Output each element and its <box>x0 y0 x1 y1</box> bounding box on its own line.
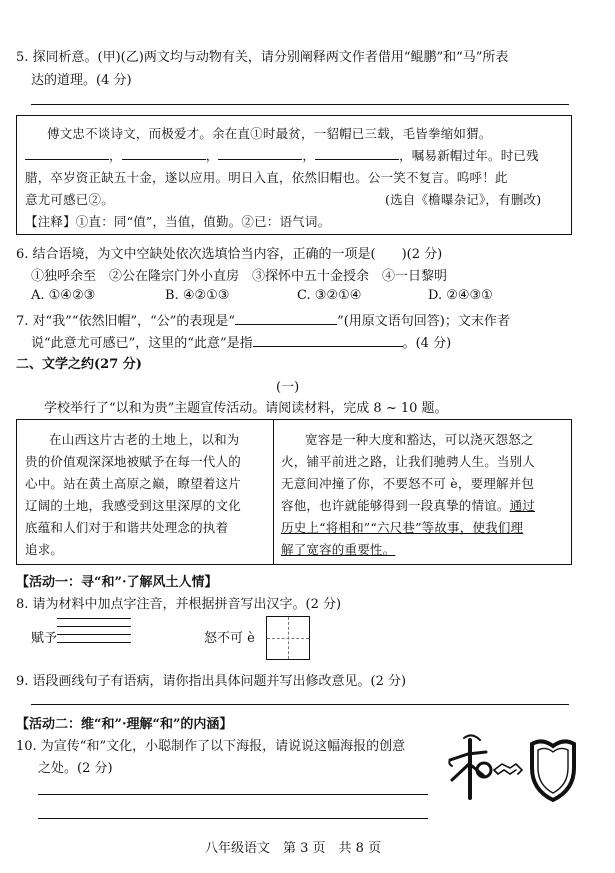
passage-line4: 意尤可感已②。 <box>25 192 114 207</box>
passage-sep: ， <box>109 148 122 163</box>
material-left-line: 底蕴和人们对于和谐共处理念的执着 <box>25 520 229 535</box>
handshake-icon <box>494 764 522 774</box>
q8-word2: 怒不可 è <box>204 631 255 646</box>
q7-text: 说“此意尤可感已”，这里的“此意”是指 <box>31 336 253 351</box>
passage-line3: 腊，卒岁资正缺五十金，遂以应用。明日入直，依然旧帽也。公一笑不复言。呜呼！此 <box>25 170 508 185</box>
q5-line2: 达的道理。(4 分) <box>31 73 132 88</box>
passage-blank-3[interactable] <box>218 147 302 160</box>
q7-line1 <box>16 310 510 329</box>
material-underlined-text: 通过 <box>509 498 536 513</box>
q5-line1: 5. 探同析意。(甲)(乙)两文均与动物有关，请分别阐释两文作者借用“鲲鹏”和“马”所表 <box>16 50 509 65</box>
activity1-title: 【活动一：寻“和”·了解风土人情】 <box>16 575 218 590</box>
section2-intro: 学校举行了“以和为贵”主题宣传活动。请阅读材料，完成 8 ~ 10 题。 <box>44 401 448 416</box>
section2-sub: (一) <box>276 380 300 395</box>
material-right-line: 无意间冲撞了你，不要怒不可 è，要理解并包 <box>281 476 535 491</box>
q7-line2 <box>31 332 451 351</box>
page-footer: 八年级语文 第 3 页 共 8 页 <box>205 841 382 856</box>
material-left-line: 在山西这片古老的土地上，以和为 <box>49 432 240 447</box>
activity2-title: 【活动二：维“和”·理解“和”的内涵】 <box>16 717 233 732</box>
material-left-line: 辽阔的土地，我感受到这里深厚的文化 <box>25 498 241 513</box>
passage-sep: ， <box>302 148 316 163</box>
q7-text: 7. 对“我”“依然旧帽”，“公”的表现是“ <box>16 314 236 329</box>
material-left-line: 追求。 <box>25 542 64 557</box>
q10-line1: 10. 为宣传“和”文化，小聪制作了以下海报，请说说这幅海报的创意 <box>16 739 406 754</box>
q6-option-a[interactable]: A. ①④②③ <box>31 288 96 303</box>
pinyin-line <box>57 618 131 619</box>
pinyin-line <box>57 642 131 643</box>
material-box <box>16 419 572 565</box>
passage-note: 【注释】①直：同“值”，当值，值勤。②已：语气词。 <box>25 214 331 229</box>
material-left-line: 贵的价值观深深地被赋予在每一代人的 <box>25 454 241 469</box>
q5-answer-line[interactable] <box>31 104 569 105</box>
passage-box <box>16 115 572 235</box>
pinyin-line <box>57 634 131 635</box>
q6-option-c[interactable]: C. ③②①④ <box>297 288 362 303</box>
material-divider <box>273 420 274 564</box>
he-glyph-icon <box>449 735 491 798</box>
q7-blank-1[interactable] <box>235 312 337 325</box>
q10-line2: 之处。(2 分) <box>38 761 113 776</box>
material-right-line: 宽容是一种大度和豁达，可以浇灭怨怒之 <box>305 432 534 447</box>
pinyin-line <box>57 626 131 627</box>
passage-sep: ， <box>205 148 219 163</box>
q8-word1: 赋予 <box>31 631 58 646</box>
q7-blank-2[interactable] <box>253 334 403 347</box>
material-right-line <box>281 496 535 514</box>
passage-source: (选自《檐曝杂记》，有删改) <box>385 192 542 207</box>
q9-answer-line[interactable] <box>31 704 569 705</box>
material-underlined-line: 历史上“将相和”“六尺巷”等故事，使我们理 <box>281 520 524 535</box>
shield-icon <box>532 741 574 800</box>
q6-stem: 6. 结合语境，为文中空缺处依次选填恰当内容，正确的一项是( )(2 分) <box>16 247 443 262</box>
passage-blank-2[interactable] <box>122 147 206 160</box>
hanzi-box[interactable] <box>266 616 310 660</box>
material-right-text: 容他，也许就能够得到一段真挚的情谊。 <box>281 498 510 513</box>
q8-stem: 8. 请为材料中加点字注音，并根据拼音写出汉字。(2 分) <box>16 597 342 612</box>
hanzi-box-guide <box>267 638 309 639</box>
material-right-line: 火，铺平前进之路，让我们驰骋人生。当别人 <box>281 454 536 469</box>
q9-stem: 9. 语段画线句子有语病，请你指出具体问题并写出修改意见。(2 分) <box>16 674 407 689</box>
q7-text: 。(4 分) <box>402 336 452 351</box>
q6-option-b[interactable]: B. ④②①③ <box>165 288 230 303</box>
q7-text: ”(用原文语句回答)；文末作者 <box>337 314 510 329</box>
material-underlined-line: 解了宽容的重要性。 <box>281 542 396 557</box>
passage-line1: 傅文忠不谈诗文，而极爱才。余在直①时最贫，一貂帽已三载，毛皆拳缩如猬。 <box>47 126 492 141</box>
passage-line2 <box>25 146 539 164</box>
passage-line2-end: ，嘱易新帽过年。时已残 <box>399 148 539 163</box>
q10-answer-line[interactable] <box>38 818 428 819</box>
poster-graphic <box>442 730 578 804</box>
q6-items: ①独呼余至 ②公在隆宗门外小直房 ③探怀中五十金授余 ④一日黎明 <box>31 269 448 284</box>
q6-option-d[interactable]: D. ②④③① <box>428 288 493 303</box>
material-left-line: 心中。站在黄土高原之巅，瞭望着这片 <box>25 476 241 491</box>
passage-blank-4[interactable] <box>315 147 399 160</box>
q10-answer-line[interactable] <box>38 794 428 795</box>
passage-blank-1[interactable] <box>25 147 109 160</box>
section2-title: 二、文学之约(27 分) <box>16 357 142 372</box>
